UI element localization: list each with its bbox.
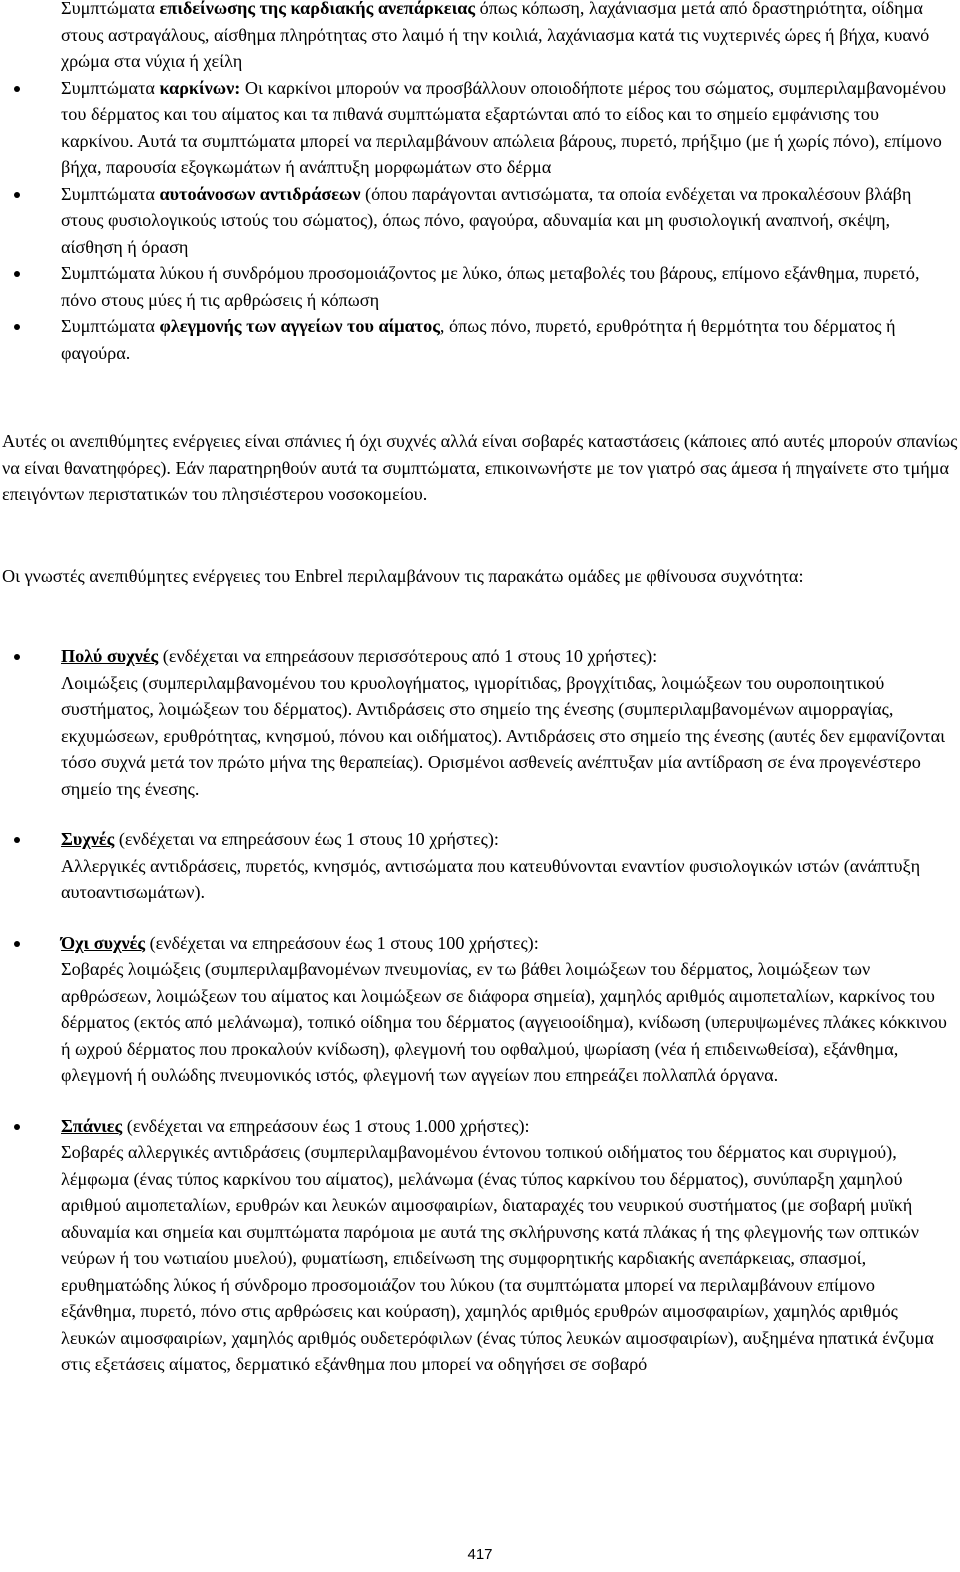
item-text: Συμπτώματα bbox=[61, 0, 160, 18]
frequency-label: Συχνές bbox=[61, 829, 115, 849]
frequency-text: Σοβαρές αλλεργικές αντιδράσεις (συμπεριλαμβανομένου έντονου τοπικού οιδήματος του δέρματος και συριγμού), λέμφωμα (ένας τύπος καρκίνου του αίματος), μελάνωμα (ένας τύπος καρκίνου του δέρματος), συνύπαρξη χαμηλού αριθμού αιμοπεταλίων, ερυθρών και λευκών αιμοσφαιρίων, διαταραχές του νευρικού συστήματος (με σοβαρή μυϊκή αδυναμία και σημεία και συμπτώματα παρόμοια με αυτά της σκλήρυνσης κατά πλάκας ή της φλεγμονής των οπτικών νεύρων ή του νωτιαίου μυελού), φυματίωση, επιδείνωση της συμφορητικής καρδιακής ανεπάρκειας, σπασμοί, ερυθηματώδης λύκος ή σύνδρομο προσομοιάζον του λύκου (τα συμπτώματα μπορεί να περιλαμβάνουν επίμονο εξάνθημα, πυρετό, πόνο στις αρθρώσεις και κούραση), χαμηλός αριθμός ερυθρών αιμοσφαιρίων, χαμηλός αριθμός λευκών αιμοσφαιρίων, χαμηλός αριθμός ουδετερόφιλων (ένας τύπος λευκών αιμοσφαιρίων), αυξημένα ηπατικά ένζυμα στις εξετάσεις αίματος, δερματικό εξάνθημα που μπορεί να οδηγήσει σε σοβαρό bbox=[61, 1142, 934, 1374]
bullet-icon bbox=[14, 192, 20, 198]
item-text: , όπως πόνο, πυρετό, ερυθρότητα ή θερμότητα του δέρματος ή φαγούρα. bbox=[61, 316, 896, 363]
frequency-text: Σοβαρές λοιμώξεις (συμπεριλαμβανομένων πνευμονίας, εν τω βάθει λοιμώξεων του δέρματος, λοιμώξεων των αρθρώσεων, λοιμώξεων του αίματος και λοιμώξεων σε διάφορα σημεία), χαμηλός αριθμός αιμοπεταλίων, καρκίνος του δέρματος (εκτός από μελάνωμα), τοπικό οίδημα του δέρματος (αγγειοοίδημα), κνίδωση (υπερυψωμένες πλάκες κόκκινου ή ωχρού δέρματος που προκαλούν κνίδωση), φλεγμονή του οφθαλμού, ψωρίαση (νέα ή επιδεινωθείσα), εξάνθημα, φλεγμονή ή ουλώδης πνευμονικός ιστός, φλεγμονή των αγγείων που επηρεάζει πολλαπλά όργανα. bbox=[61, 959, 947, 1085]
item-text: όπως κόπωση, λαχάνιασμα μετά από δραστηριότητα, οίδημα στους αστραγάλους, αίσθημα πληρότητας στο λαιμό ή την κοιλιά, λαχάνιασμα κατά τις νυχτερινές ώρες ή βήχα, κυανό χρώμα στα νύχια ή χείλη bbox=[61, 0, 930, 71]
frequency-group bbox=[0, 930, 960, 1089]
frequency-label: Πολύ συχνές bbox=[61, 646, 159, 666]
frequency-label: Όχι συχνές bbox=[61, 932, 146, 953]
frequency-label: Σπάνιες bbox=[61, 1115, 123, 1136]
item-bold: καρκίνων: bbox=[159, 77, 241, 98]
frequency-group bbox=[0, 643, 960, 802]
bullet-icon bbox=[14, 837, 20, 843]
page-number: 417 bbox=[467, 1546, 493, 1563]
item-text: Συμπτώματα λύκου ή συνδρόμου προσομοιάζοντος με λύκο, όπως μεταβολές του βάρους, επίμονο εξάνθημα, πυρετό, πόνο στους μύες ή τις αρθρώσεις ή κόπωση bbox=[61, 263, 920, 310]
frequency-group bbox=[0, 826, 960, 906]
frequency-range: (ενδέχεται να επηρεάσουν έως 1 στους 100 χρήστες): bbox=[145, 932, 539, 953]
item-text: Οι καρκίνοι μπορούν να προσβάλλουν οποιοδήποτε μέρος του σώματος, συμπεριλαμβανομένου του δέρματος και του αίματος και τα πιθανά συμπτώματα εξαρτώνται από το είδος και το σημείο εμφάνισης του καρκίνου. Αυτά τα συμπτώματα μπορεί να περιλαμβάνουν απώλεια βάρους, πυρετό, πρήξιμο (με ή χωρίς πόνο), επίμονο βήχα, παρουσία εξογκωμάτων ή ανάπτυξη μορφωμάτων στο δέρμα bbox=[61, 77, 947, 177]
intro-paragraph: Οι γνωστές ανεπιθύμητες ενέργειες του Enbrel περιλαμβάνουν τις παρακάτω ομάδες με φθίνουσα συχνότητα: bbox=[2, 566, 804, 586]
bullet-icon bbox=[14, 941, 20, 947]
bullet-icon bbox=[14, 1124, 20, 1130]
frequency-text: Αλλεργικές αντιδράσεις, πυρετός, κνησμός, αντισώματα που κατευθύνονται εναντίον φυσιολογικών ιστών (ανάπτυξη αυτοαντισωμάτων). bbox=[61, 855, 921, 902]
frequency-text: Λοιμώξεις (συμπεριλαμβανομένου του κρυολογήματος, ιγμορίτιδας, βρογχίτιδας, λοιμώξεων του ουροποιητικού συστήματος, λοιμώξεων του δέρματος). Αντιδράσεις στο σημείο της ένεσης (συμπεριλαμβανομένων αιμορραγίας, εκχυμώσεων, ερυθρότητας, κνησμού, πόνου και οιδήματος). Αντιδράσεις στο σημείο της ένεσης (αυτές δεν εμφανίζονται τόσο συχνά μετά τον πρώτο μήνα της θεραπείας). Ορισμένοι ασθενείς ανέπτυξαν μία αντίδραση σε ένα προγενέστερο σημείο της ένεσης. bbox=[61, 672, 946, 799]
symptom-bullet-list bbox=[0, 0, 960, 366]
bullet-icon bbox=[14, 654, 20, 660]
item-text: Συμπτώματα bbox=[61, 316, 160, 336]
list-item bbox=[0, 75, 960, 181]
list-item bbox=[0, 181, 960, 261]
list-item bbox=[0, 260, 960, 313]
frequency-range: (ενδέχεται να επηρεάσουν έως 1 στους 1.000 χρήστες): bbox=[122, 1115, 530, 1136]
bullet-icon bbox=[14, 271, 20, 277]
item-text: (όπου παράγονται αντισώματα, τα οποία ενδέχεται να προκαλέσουν βλάβη στους φυσιολογικούς ιστούς του σώματος), όπως πόνο, φαγούρα, αδυναμία και μη φυσιολογική αναπνοή, σκέψη, αίσθηση ή όραση bbox=[61, 183, 912, 257]
frequency-range: (ενδέχεται να επηρεάσουν έως 1 στους 10 χρήστες): bbox=[114, 829, 499, 849]
frequency-group bbox=[0, 1113, 960, 1378]
item-text: Συμπτώματα bbox=[61, 77, 160, 98]
item-bold: επιδείνωσης της καρδιακής ανεπάρκειας bbox=[159, 0, 476, 18]
item-bold: φλεγμονής των αγγείων του αίματος bbox=[159, 316, 440, 336]
frequency-list bbox=[0, 643, 960, 1402]
bullet-icon bbox=[14, 324, 20, 330]
frequency-range: (ενδέχεται να επηρεάσουν περισσότερους από 1 στους 10 χρήστες): bbox=[158, 646, 658, 666]
warning-paragraph: Αυτές οι ανεπιθύμητες ενέργειες είναι σπάνιες ή όχι συχνές αλλά είναι σοβαρές καταστάσεις (κάποιες από αυτές μπορούν σπανίως να είναι θανατηφόρες). Εάν παρατηρηθούν αυτά τα συμπτώματα, επικοινωνήστε με τον γιατρό σας άμεσα ή πηγαίνετε στο τμήμα επειγόντων περιστατικών του πλησιέστερου νοσοκομείου. bbox=[2, 431, 958, 504]
bullet-icon bbox=[14, 86, 20, 92]
list-item bbox=[0, 0, 960, 75]
item-text: Συμπτώματα bbox=[61, 183, 160, 204]
item-bold: αυτοάνοσων αντιδράσεων bbox=[159, 183, 361, 204]
list-item bbox=[0, 313, 960, 366]
